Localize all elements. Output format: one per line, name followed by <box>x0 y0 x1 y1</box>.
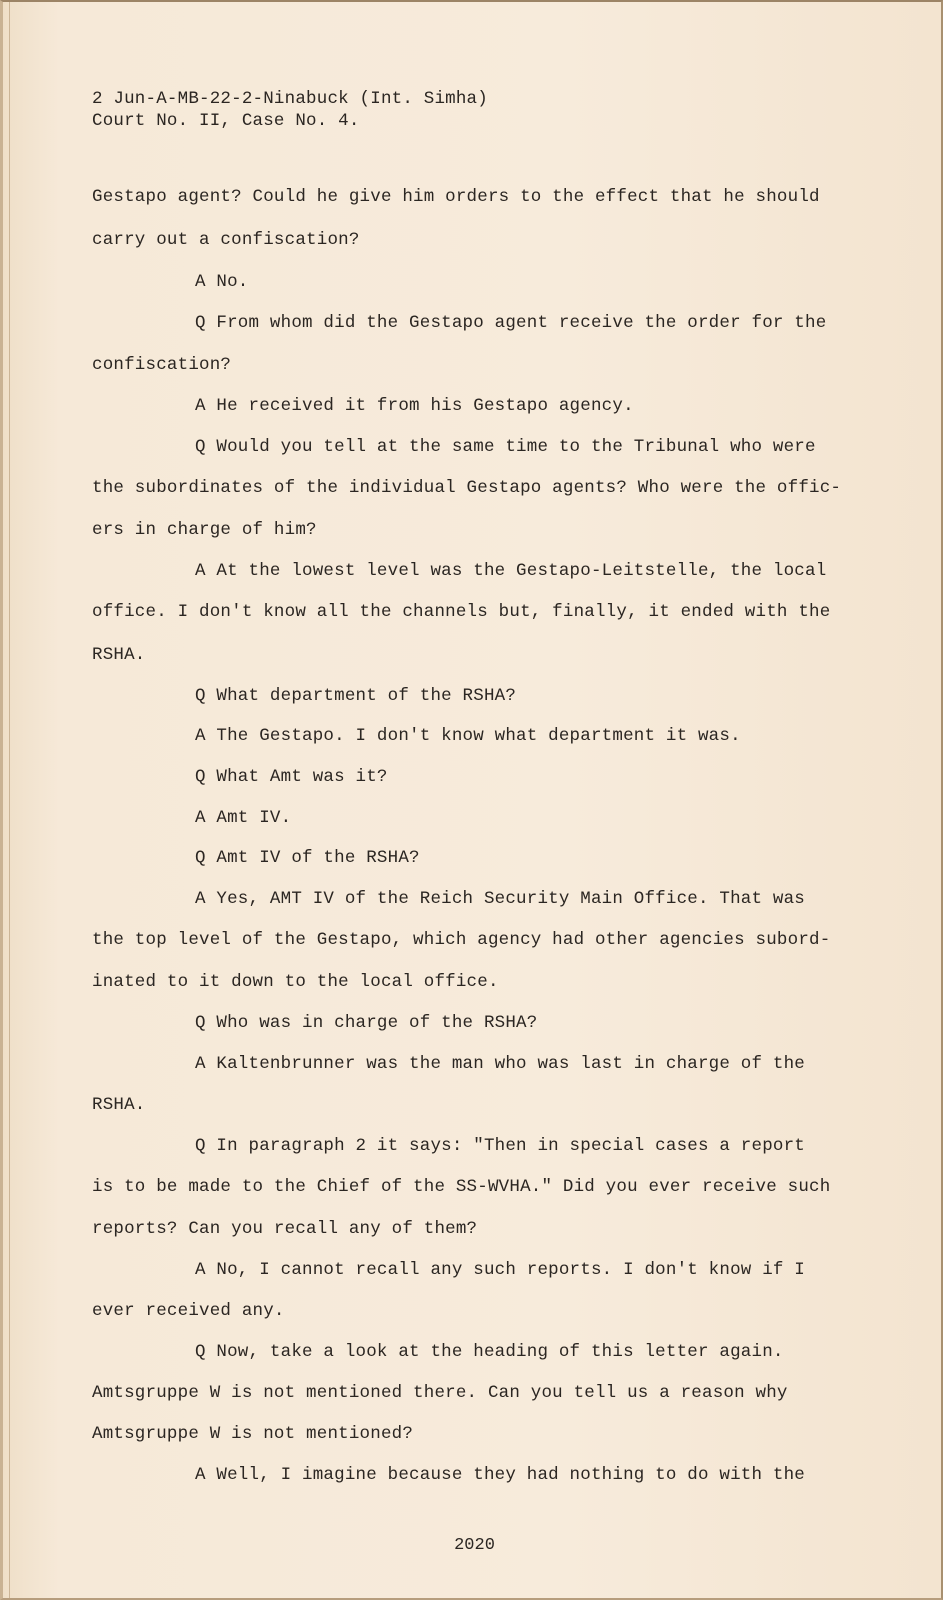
body-line: reports? Can you recall any of them? <box>92 1219 478 1239</box>
body-line: A He received it from his Gestapo agency. <box>195 396 634 416</box>
body-line: Q What department of the RSHA? <box>195 686 517 706</box>
body-line: A Amt IV. <box>195 808 292 828</box>
body-line: the subordinates of the individual Gestapo agents? Who were the offic- <box>92 478 842 498</box>
body-line: A Yes, AMT IV of the Reich Security Main Office. That was <box>195 889 805 909</box>
body-line: Q Would you tell at the same time to the Tribunal who were <box>195 437 816 457</box>
header-line-1: 2 Jun-A-MB-22-2-Ninabuck (Int. Simha) <box>92 89 488 109</box>
body-line: carry out a confiscation? <box>92 230 360 250</box>
header-line-2: Court No. II, Case No. 4. <box>92 111 360 131</box>
body-line: A Kaltenbrunner was the man who was last in charge of the <box>195 1054 805 1074</box>
body-line: Q Who was in charge of the RSHA? <box>195 1013 538 1033</box>
body-line: A No. <box>195 272 249 292</box>
body-line: the top level of the Gestapo, which agency had other agencies subord- <box>92 930 831 950</box>
body-line: A No, I cannot recall any such reports. I don't know if I <box>195 1260 805 1280</box>
body-line: A The Gestapo. I don't know what department it was. <box>195 726 741 746</box>
body-line: Amtsgruppe W is not mentioned? <box>92 1424 414 1444</box>
body-line: Q In paragraph 2 it says: "Then in special cases a report <box>195 1136 805 1156</box>
body-line: Q Amt IV of the RSHA? <box>195 848 420 868</box>
body-line: Amtsgruppe W is not mentioned there. Can you tell us a reason why <box>92 1383 788 1403</box>
page-number: 2020 <box>454 1536 495 1555</box>
body-line: Gestapo agent? Could he give him orders to the effect that he should <box>92 187 820 207</box>
body-line: confiscation? <box>92 355 232 375</box>
body-line: Q What Amt was it? <box>195 767 388 787</box>
paper-edge <box>9 2 10 1600</box>
body-line: RSHA. <box>92 1095 146 1115</box>
body-line: RSHA. <box>92 645 146 665</box>
body-line: A At the lowest level was the Gestapo-Leitstelle, the local <box>195 561 827 581</box>
body-line: A Well, I imagine because they had nothing to do with the <box>195 1465 805 1485</box>
body-line: inated to it down to the local office. <box>92 972 499 992</box>
body-line: is to be made to the Chief of the SS-WVHA." Did you ever receive such <box>92 1177 831 1197</box>
body-line: Q Now, take a look at the heading of this letter again. <box>195 1342 784 1362</box>
body-line: ever received any. <box>92 1301 285 1321</box>
body-line: office. I don't know all the channels but, finally, it ended with the <box>92 602 831 622</box>
body-line: ers in charge of him? <box>92 520 317 540</box>
body-line: Q From whom did the Gestapo agent receive the order for the <box>195 313 827 333</box>
